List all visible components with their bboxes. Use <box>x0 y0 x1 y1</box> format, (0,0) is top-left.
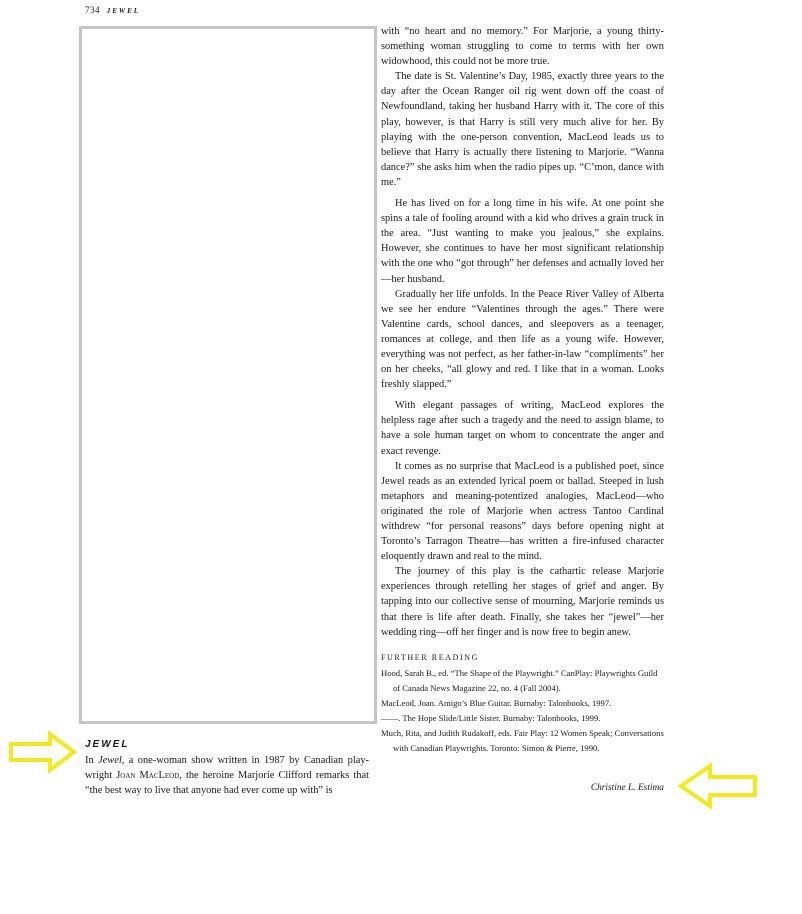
intro-text-3: , the heroine Marjorie Clifford remarks that “the best way to live that anyone had ever come up with” is <box>85 770 369 796</box>
body-column <box>381 24 664 756</box>
intro-play-title: Jewel <box>98 755 122 766</box>
author-signature: Christine L. Estima <box>590 783 664 793</box>
intro-text-2: , a one-woman show written in 1987 by Canadian play-wright <box>85 755 369 781</box>
further-reading <box>381 653 664 756</box>
body-paragraph: Gradually her life unfolds. In the Peace River Valley of Alberta we see her endure “Valentines through the ages.” There were Valentine cards, school dances, and sleepovers as a teenager, romances at college, and then life as a young wife. However, everything was not perfect, as her father-in-law “compliments” her on her cheeks, “all glowy and red. I like that in a woman. Looks freshly slapped.” <box>381 288 664 391</box>
body-paragraph: With elegant passages of writing, MacLeod explores the helpless rage after such a tragedy and the need to assign blame, to have a sole human target on whom to concentrate the anger and exact revenge. <box>381 400 664 457</box>
body-paragraph: The journey of this play is the cathartic release Marjorie experiences through retelling her stages of grief and anger. By tapping into our collective sense of mourning, Marjorie reminds us that there is life after death. Finally, she takes her “jewel”—her wedding ring—off her finger and is now free to begin anew. <box>381 566 664 638</box>
body-paragraph: The date is St. Valentine’s Day, 1985, exactly three years to the day after the Ocean Ranger oil rig went down off the coast of Newfoundland, taking her husband Harry with it. The core of this play, however, is that Harry is still very much alive for her. By playing with the one-person convention, MacLeod leads us to believe that Harry is actually there listening to Marjorie. “Wanna dance?” she asks him when the radio pipes up. “C’mon, dance with me.” <box>381 71 664 188</box>
body-paragraph: It comes as no surprise that MacLeod is a published poet, since Jewel reads as an extended lyrical poem or ballad. Steeped in lush metaphors and meaning-potentized analogies, MacLeod—who originated the role of Marjorie when actress Tantoo Cardinal withdrew “for personal reasons” days before opening night at Toronto’s Tarragon Theatre—has written a fire-infused character eloquently drawn and real to the mind. <box>381 460 664 563</box>
body-paragraph: with “no heart and no memory.” For Marjorie, a young thirty-something woman struggling to come to terms with her own widowhood, this could not be more true. <box>381 26 664 68</box>
playwright-name: Joan MacLeod <box>116 770 180 781</box>
entry-heading: JEWEL <box>85 739 130 750</box>
intro-text-1: In <box>85 755 99 766</box>
arrow-right-icon <box>6 730 78 774</box>
further-reading-heading: FURTHER READING <box>381 652 479 662</box>
arrow-left-icon <box>676 762 760 810</box>
running-head <box>85 5 140 15</box>
reference-item: Much, Rita, and Judith Rudakoff, eds. Fair Play: 12 Women Speak; Conversations with Canadian Playwrights. Toronto: Simon & Pierre, 1990. <box>381 727 664 753</box>
reference-item: ——. The Hope Slide/Little Sister. Burnaby: Talonbooks, 1999. <box>381 712 601 723</box>
page-number: 734 <box>85 5 100 15</box>
image-placeholder-frame <box>79 26 377 724</box>
entry-intro-paragraph <box>85 753 369 798</box>
running-title: JEWEL <box>106 7 141 15</box>
reference-item: MacLeod, Joan. Amigo’s Blue Guitar. Burnaby: Talonbooks, 1997. <box>381 697 612 708</box>
body-paragraph: He has lived on for a long time in his wife. At one point she spins a tale of fooling around with a kid who drives a grain truck in the area. “Just wanting to make you jealous,” she explains. However, she continues to have her most significant relationship with the one who “got through” her defenses and actually loved her—her husband. <box>381 198 664 285</box>
reference-item: Hood, Sarah B., ed. “The Shape of the Playwright.” CanPlay: Playwrights Guild of Canada News Magazine 22, no. 4 (Fall 2004). <box>381 667 658 693</box>
entry-intro <box>85 739 369 798</box>
